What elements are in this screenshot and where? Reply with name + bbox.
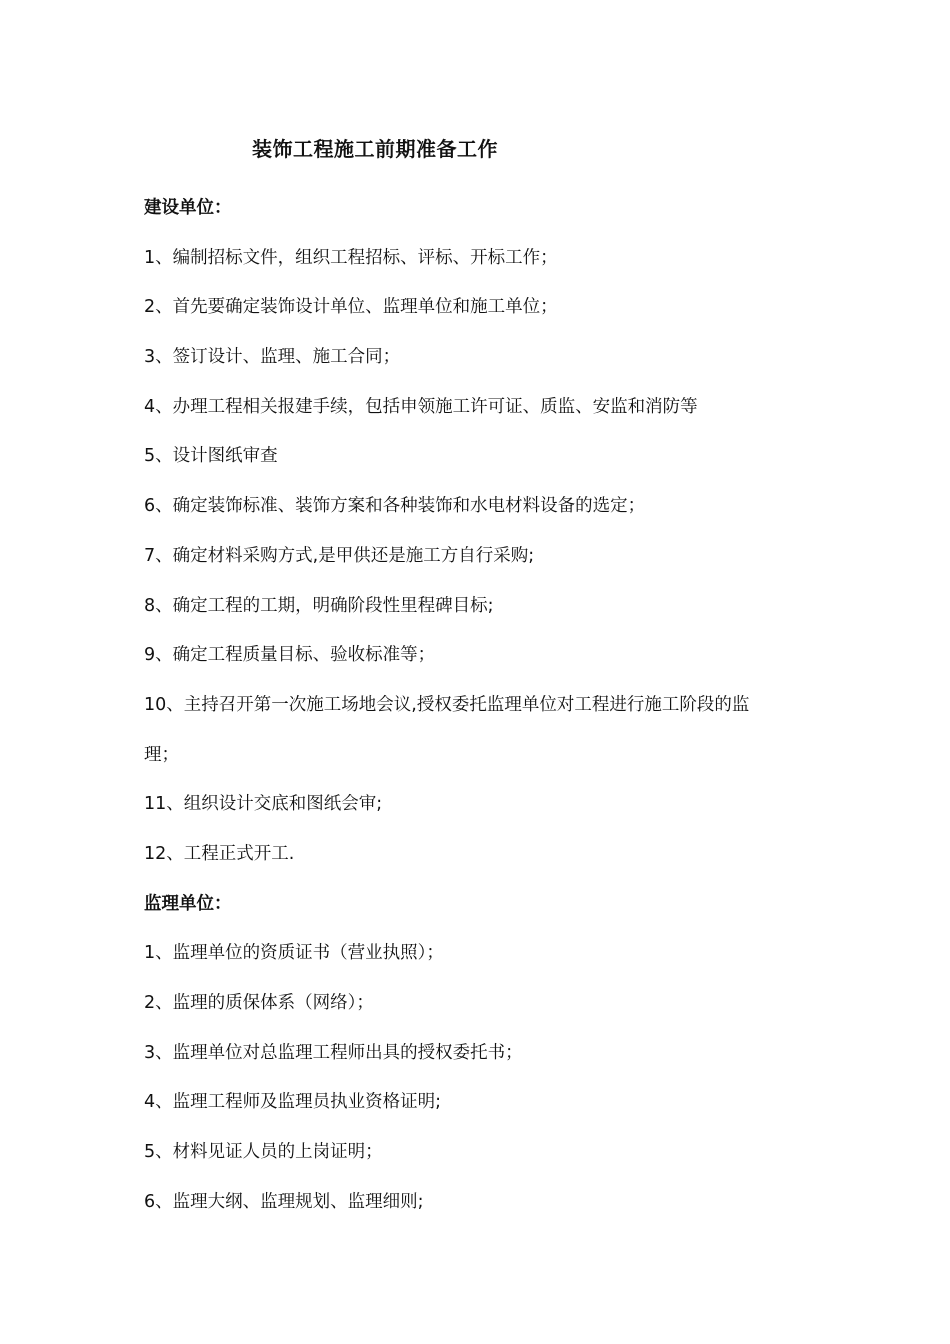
list-item: 1、监理单位的资质证书（营业执照）；: [144, 943, 444, 964]
list-item: 2、首先要确定装饰设计单位、监理单位和施工单位；: [144, 297, 558, 318]
list-item: 10、主持召开第一次施工场地会议,授权委托监理单位对工程进行施工阶段的监: [144, 694, 750, 715]
list-item: 11、组织设计交底和图纸会审;: [144, 794, 383, 815]
list-item: 7、确定材料采购方式,是甲供还是施工方自行采购;: [144, 545, 535, 566]
list-item: 6、监理大纲、监理规划、监理细则;: [144, 1191, 424, 1212]
list-item: 1、编制招标文件，组织工程招标、评标、开标工作；: [144, 247, 558, 268]
list-item: 4、办理工程相关报建手续，包括申领施工许可证、质监、安监和消防等: [144, 396, 698, 417]
document-body: [144, 184, 814, 1227]
list-item: 6、确定装饰标准、装饰方案和各种装饰和水电材料设备的选定；: [144, 496, 646, 517]
list-item: 4、监理工程师及监理员执业资格证明;: [144, 1092, 442, 1113]
list-item: 3、签订设计、监理、施工合同；: [144, 347, 401, 368]
list-item: 5、设计图纸审查: [144, 446, 278, 467]
document-title: 装饰工程施工前期准备工作: [252, 137, 498, 161]
list-item: 12、工程正式开工.: [144, 843, 295, 864]
list-item: 9、确定工程质量目标、验收标准等；: [144, 645, 436, 666]
list-item: 2、监理的质保体系（网络）；: [144, 993, 374, 1013]
list-item-continuation: 理；: [144, 744, 179, 765]
list-item: 5、材料见证人员的上岗证明；: [144, 1142, 383, 1163]
section-heading-supervision: 监理单位：: [144, 893, 232, 914]
list-item: 3、监理单位对总监理工程师出具的授权委托书；: [144, 1042, 523, 1063]
section-heading-construction: 建设单位：: [144, 198, 232, 218]
list-item: 8、确定工程的工期，明确阶段性里程碑目标;: [144, 595, 494, 616]
